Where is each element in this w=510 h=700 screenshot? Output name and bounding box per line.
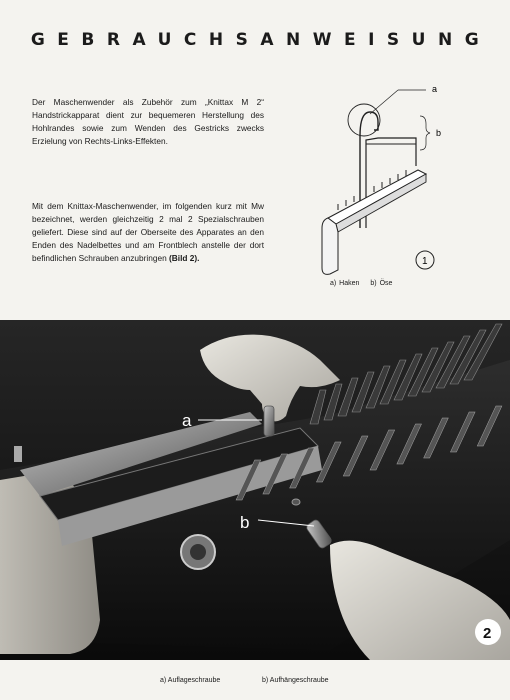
fig2-caption-a: a) Auflageschraube	[160, 677, 221, 684]
page-title: GEBRAUCHSANWEISUNG	[30, 30, 492, 50]
screw-hole	[292, 499, 300, 505]
figure-1-caption	[330, 280, 403, 287]
photo-illustration	[0, 320, 510, 660]
leader-line-a	[370, 90, 398, 114]
fig1-caption-b: b) Öse	[370, 280, 393, 287]
fig2-number: 2	[483, 625, 492, 642]
fig1-label-a: a	[432, 84, 438, 94]
left-screw	[14, 446, 22, 462]
brace-b	[420, 116, 430, 150]
needle-bed	[328, 170, 426, 224]
fig2-caption-b: b) Aufhängeschraube	[262, 677, 329, 684]
auflage-screw	[264, 406, 274, 436]
bar-end	[322, 218, 338, 274]
fig1-number: 1	[422, 256, 428, 267]
bar-front	[336, 174, 426, 232]
figure-1-drawing	[308, 78, 458, 293]
fig2-label-b: b	[240, 513, 250, 532]
fig1-caption-a: a) Haken	[330, 280, 360, 287]
side-knob-center	[190, 544, 206, 560]
detail-circle	[348, 104, 380, 136]
figure-reference: (Bild 2).	[169, 253, 200, 263]
figure-2-photo	[0, 320, 510, 660]
fig2-label-a: a	[182, 411, 192, 430]
instruction-paragraph	[32, 200, 264, 265]
fig1-label-b: b	[436, 128, 442, 138]
intro-paragraph: Der Maschenwender als Zubehör zum „Knittax M 2“ Handstrickapparat dient zur bequemeren Herstellung des Hohlrandes sowie zum Wenden des Gestricks zwecks Erzielung von Rechts-Links-Effekten.	[32, 97, 264, 146]
instruction-text: Mit dem Knittax-Maschenwender, im folgenden kurz mit Mw bezeichnet, werden gleichzeitig 2 mal 2 Spezialschrauben geliefert. Diese sind auf der Oberseite des Apparates an den Enden des Nadelbettes und am Frontblech anstelle der dort befindlichen Schrauben anzubringen	[32, 201, 264, 263]
